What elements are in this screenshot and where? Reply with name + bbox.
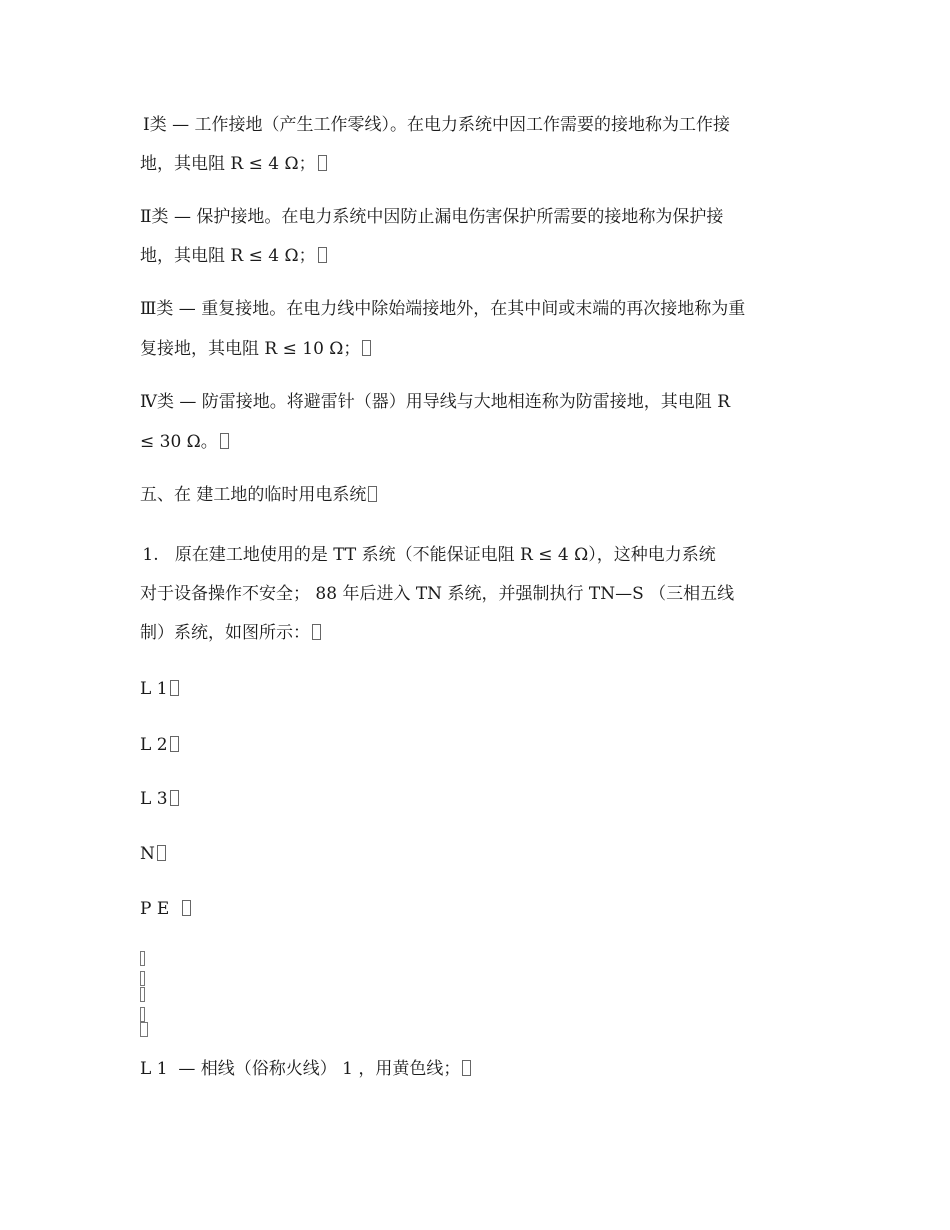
missing-glyph-icon: [140, 1022, 148, 1037]
wire-label-l3: L 3: [140, 788, 179, 810]
missing-glyph-icon: [318, 155, 327, 171]
missing-glyph-icon: [140, 951, 151, 966]
missing-glyph-icon: [182, 900, 191, 916]
text-line: 地，其电阻 R ≤ 4 Ω；: [140, 245, 327, 267]
missing-glyph-icon: [170, 736, 179, 752]
text-line: 对于设备操作不安全； 88 年后进入 TN 系统，并强制执行 TN—S （三相五线: [140, 584, 735, 604]
wire-label-l2: L 2: [140, 734, 179, 756]
text-line: L 1 — 相线（俗称火线） 1 ，用黄色线；: [140, 1058, 471, 1080]
missing-glyph-icon: [462, 1060, 471, 1076]
missing-glyph-icon: [362, 340, 371, 356]
text-line: Ⅳ类 — 防雷接地。将避雷针（器）用导线与大地相连称为防雷接地，其电阻 R: [140, 392, 730, 412]
text-line: Ⅲ类 — 重复接地。在电力线中除始端接地外，在其中间或末端的再次接地称为重: [140, 299, 746, 319]
text-line: 地，其电阻 R ≤ 4 Ω；: [140, 153, 327, 175]
missing-glyph-icon: [368, 486, 377, 502]
text-line: Ⅰ类 — 工作接地（产生工作零线）。在电力系统中因工作需要的接地称为工作接: [143, 115, 731, 135]
missing-glyph-icon: [157, 845, 166, 861]
wire-label-l1: L 1: [140, 678, 179, 700]
missing-glyph-icon: [140, 987, 151, 1002]
text-line: ≤ 30 Ω。: [140, 431, 229, 453]
missing-glyph-icon: [170, 680, 179, 696]
text-line: 1. 原在建工地使用的是 TT 系统（不能保证电阻 R ≤ 4 Ω），这种电力系统: [137, 545, 716, 565]
missing-glyph-icon: [318, 247, 327, 263]
missing-glyph-icon: [220, 433, 229, 449]
missing-glyph-icon: [170, 790, 179, 806]
section-heading: 五、在 建工地的临时用电系统: [140, 484, 377, 506]
wire-label-pe: P E: [140, 898, 191, 920]
wire-label-n: N: [140, 843, 166, 865]
text-line: 复接地，其电阻 R ≤ 10 Ω；: [140, 338, 371, 360]
missing-glyph-icon: [312, 624, 321, 640]
text-line: 制）系统，如图所示：: [140, 622, 321, 644]
text-line: Ⅱ类 — 保护接地。在电力系统中因防止漏电伤害保护所需要的接地称为保护接: [140, 207, 724, 227]
